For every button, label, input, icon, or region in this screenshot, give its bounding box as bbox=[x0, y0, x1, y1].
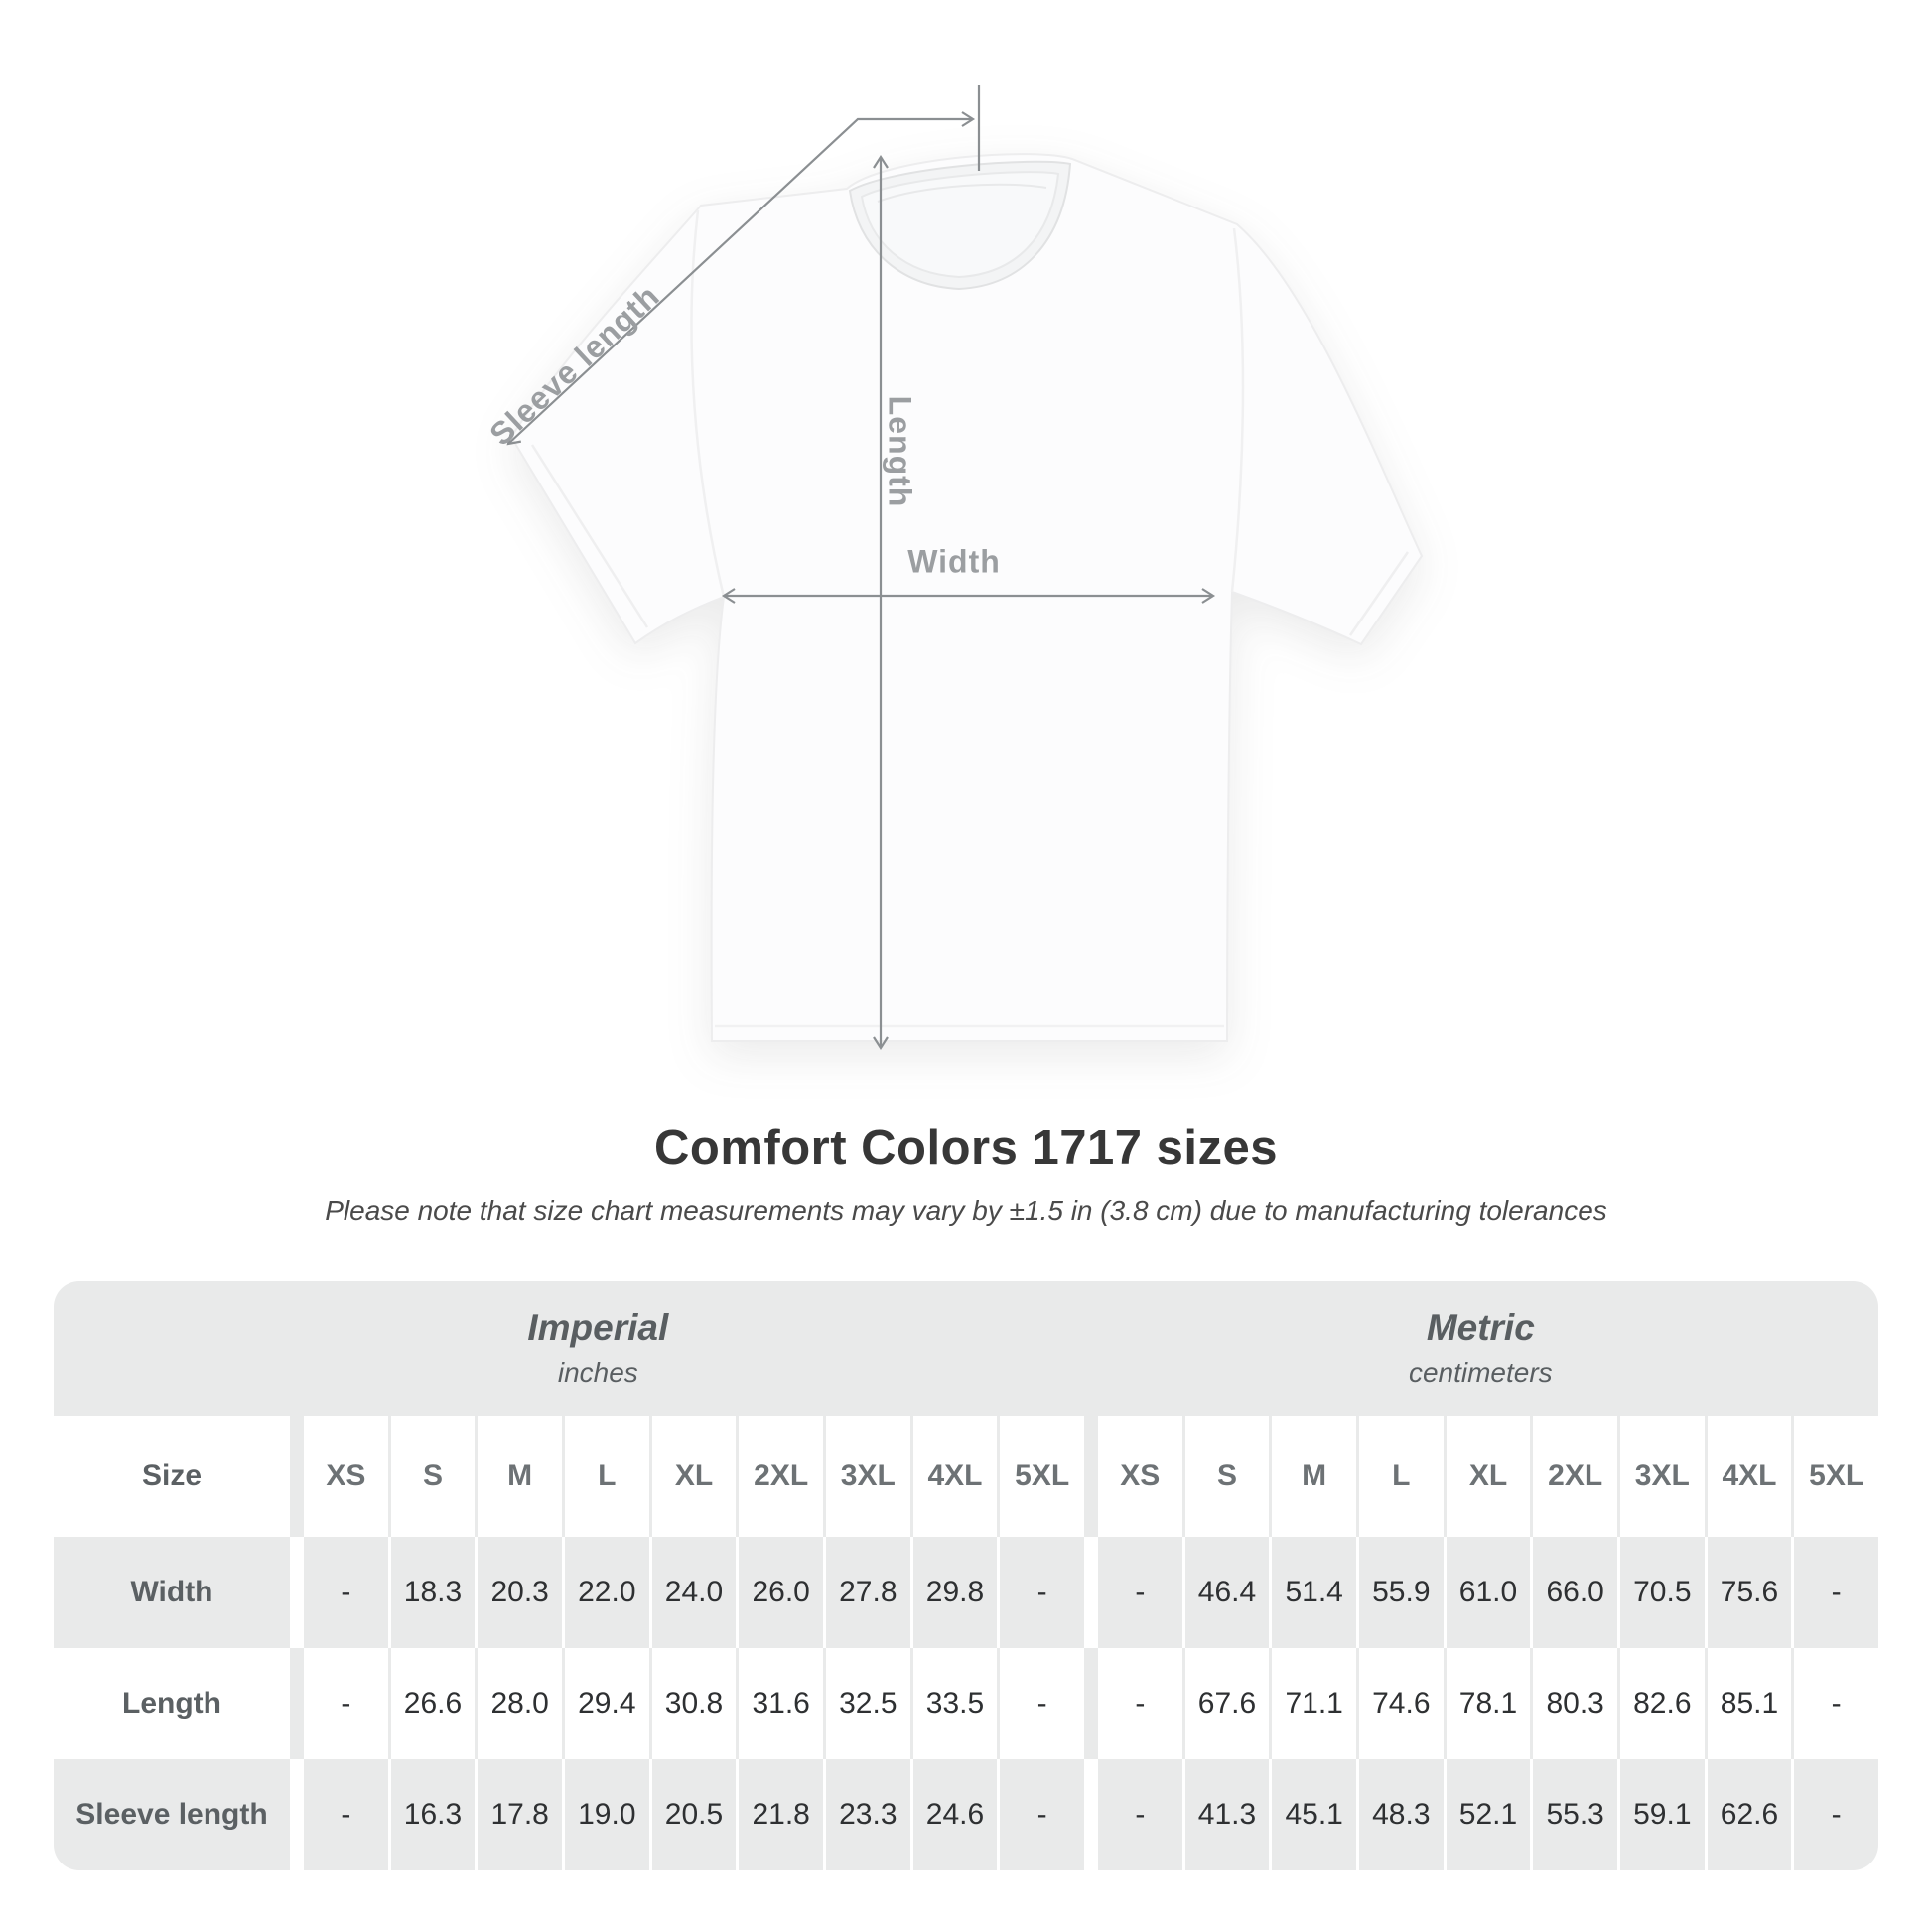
length-label: Length bbox=[882, 395, 918, 508]
value-cell-metric: 52.1 bbox=[1447, 1759, 1531, 1870]
width-label: Width bbox=[907, 543, 1001, 580]
sleeve-length-row bbox=[54, 1759, 1878, 1870]
size-header-metric: 5XL bbox=[1794, 1416, 1878, 1537]
value-cell-metric: 82.6 bbox=[1620, 1648, 1705, 1759]
size-header-imperial: L bbox=[565, 1416, 649, 1537]
value-cell-metric: 55.9 bbox=[1359, 1537, 1444, 1648]
group-separator bbox=[293, 1416, 301, 1537]
value-cell-metric: - bbox=[1794, 1759, 1878, 1870]
size-header-imperial: XL bbox=[652, 1416, 737, 1537]
value-cell-metric: - bbox=[1098, 1648, 1182, 1759]
value-cell-metric: 80.3 bbox=[1533, 1648, 1617, 1759]
size-header-metric: S bbox=[1185, 1416, 1270, 1537]
value-cell-metric: 55.3 bbox=[1533, 1759, 1617, 1870]
row-label: Length bbox=[54, 1648, 290, 1759]
size-header-imperial: S bbox=[391, 1416, 476, 1537]
row-label: Sleeve length bbox=[54, 1759, 290, 1870]
value-cell-metric: 66.0 bbox=[1533, 1537, 1617, 1648]
value-cell-imperial: 20.3 bbox=[478, 1537, 562, 1648]
value-cell-metric: 62.6 bbox=[1708, 1759, 1792, 1870]
value-cell-imperial: - bbox=[1000, 1759, 1084, 1870]
value-cell-imperial: 20.5 bbox=[652, 1759, 737, 1870]
value-cell-metric: 71.1 bbox=[1272, 1648, 1356, 1759]
sleeve-length-label: Sleeve length bbox=[483, 277, 667, 453]
row-label: Width bbox=[54, 1537, 290, 1648]
size-header-metric: 3XL bbox=[1620, 1416, 1705, 1537]
group-separator bbox=[293, 1648, 301, 1759]
value-cell-imperial: 26.0 bbox=[739, 1537, 823, 1648]
size-header-row bbox=[54, 1416, 1878, 1537]
value-cell-imperial: 26.6 bbox=[391, 1648, 476, 1759]
group-separator bbox=[1087, 1648, 1095, 1759]
metric-unit: centimeters bbox=[1408, 1357, 1553, 1388]
group-separator bbox=[1087, 1537, 1095, 1648]
value-cell-imperial: 23.3 bbox=[826, 1759, 910, 1870]
value-cell-imperial: - bbox=[1000, 1648, 1084, 1759]
width-row bbox=[54, 1537, 1878, 1648]
size-header-metric: 2XL bbox=[1533, 1416, 1617, 1537]
value-cell-imperial: 32.5 bbox=[826, 1648, 910, 1759]
value-cell-imperial: 19.0 bbox=[565, 1759, 649, 1870]
value-cell-imperial: 29.4 bbox=[565, 1648, 649, 1759]
value-cell-metric: 41.3 bbox=[1185, 1759, 1270, 1870]
tolerance-note: Please note that size chart measurements may vary by ±1.5 in (3.8 cm) due to manufacturing tolerances bbox=[325, 1195, 1607, 1226]
size-header-imperial: 3XL bbox=[826, 1416, 910, 1537]
group-separator bbox=[1087, 1759, 1095, 1870]
size-header-metric: M bbox=[1272, 1416, 1356, 1537]
value-cell-metric: 74.6 bbox=[1359, 1648, 1444, 1759]
value-cell-imperial: 22.0 bbox=[565, 1537, 649, 1648]
value-cell-metric: 45.1 bbox=[1272, 1759, 1356, 1870]
value-cell-metric: 70.5 bbox=[1620, 1537, 1705, 1648]
value-cell-metric: 59.1 bbox=[1620, 1759, 1705, 1870]
value-cell-metric: - bbox=[1794, 1648, 1878, 1759]
value-cell-imperial: 17.8 bbox=[478, 1759, 562, 1870]
size-table bbox=[54, 1281, 1878, 1870]
size-header-imperial: 2XL bbox=[739, 1416, 823, 1537]
group-separator bbox=[1087, 1416, 1095, 1537]
size-header-metric: XS bbox=[1098, 1416, 1182, 1537]
page-title: Comfort Colors 1717 sizes bbox=[654, 1121, 1278, 1174]
value-cell-imperial: - bbox=[304, 1537, 388, 1648]
value-cell-metric: 46.4 bbox=[1185, 1537, 1270, 1648]
group-separator bbox=[293, 1537, 301, 1648]
value-cell-imperial: 30.8 bbox=[652, 1648, 737, 1759]
value-cell-imperial: 28.0 bbox=[478, 1648, 562, 1759]
size-header-imperial: 5XL bbox=[1000, 1416, 1084, 1537]
value-cell-imperial: 24.6 bbox=[913, 1759, 998, 1870]
imperial-header: Imperial bbox=[527, 1308, 669, 1348]
value-cell-imperial: - bbox=[304, 1759, 388, 1870]
value-cell-imperial: 18.3 bbox=[391, 1537, 476, 1648]
size-header-imperial: XS bbox=[304, 1416, 388, 1537]
metric-header: Metric bbox=[1426, 1308, 1535, 1348]
value-cell-metric: 67.6 bbox=[1185, 1648, 1270, 1759]
value-cell-imperial: 27.8 bbox=[826, 1537, 910, 1648]
value-cell-metric: 48.3 bbox=[1359, 1759, 1444, 1870]
value-cell-metric: 78.1 bbox=[1447, 1648, 1531, 1759]
size-header-imperial: M bbox=[478, 1416, 562, 1537]
metric-header-group bbox=[1083, 1281, 1878, 1416]
size-column-header: Size bbox=[54, 1416, 290, 1537]
value-cell-metric: - bbox=[1794, 1537, 1878, 1648]
unit-header-band bbox=[54, 1281, 1878, 1416]
value-cell-imperial: - bbox=[1000, 1537, 1084, 1648]
group-separator bbox=[293, 1759, 301, 1870]
value-cell-imperial: - bbox=[304, 1648, 388, 1759]
size-header-metric: 4XL bbox=[1708, 1416, 1792, 1537]
value-cell-imperial: 24.0 bbox=[652, 1537, 737, 1648]
size-header-imperial: 4XL bbox=[913, 1416, 998, 1537]
imperial-header-group bbox=[83, 1281, 1113, 1416]
length-row bbox=[54, 1648, 1878, 1759]
value-cell-imperial: 33.5 bbox=[913, 1648, 998, 1759]
value-cell-imperial: 21.8 bbox=[739, 1759, 823, 1870]
size-header-metric: L bbox=[1359, 1416, 1444, 1537]
value-cell-metric: 51.4 bbox=[1272, 1537, 1356, 1648]
value-cell-metric: - bbox=[1098, 1759, 1182, 1870]
value-cell-metric: 61.0 bbox=[1447, 1537, 1531, 1648]
value-cell-imperial: 16.3 bbox=[391, 1759, 476, 1870]
imperial-unit: inches bbox=[557, 1357, 638, 1388]
value-cell-metric: 75.6 bbox=[1708, 1537, 1792, 1648]
heading bbox=[0, 1120, 1932, 1227]
value-cell-imperial: 29.8 bbox=[913, 1537, 998, 1648]
value-cell-imperial: 31.6 bbox=[739, 1648, 823, 1759]
size-header-metric: XL bbox=[1447, 1416, 1531, 1537]
value-cell-metric: - bbox=[1098, 1537, 1182, 1648]
value-cell-metric: 85.1 bbox=[1708, 1648, 1792, 1759]
